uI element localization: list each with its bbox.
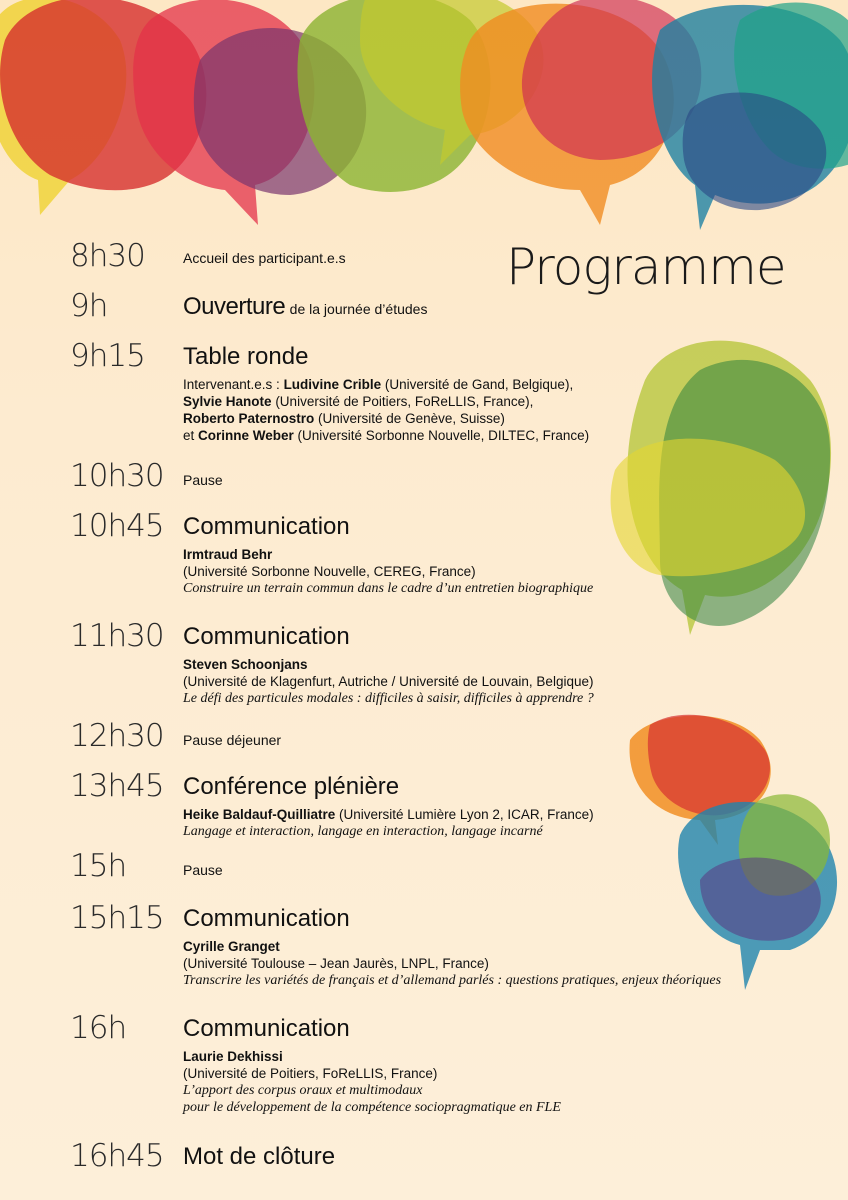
speaker-affiliation: (Université Sorbonne Nouvelle, CEREG, France) [183, 564, 476, 579]
talk-title: Construire un terrain commun dans le cadre d’un entretien biographique [183, 581, 594, 596]
slot-label: Accueil des participant.e.s [183, 250, 346, 266]
speaker-name: Heike Baldauf-Quilliatre [183, 807, 336, 822]
participant-affiliation: (Université de Genève, Suisse) [318, 411, 505, 426]
slot-content [183, 1142, 823, 1172]
speaker-affiliation: (Université de Poitiers, FoReLLIS, France) [183, 1066, 438, 1081]
participant-line [183, 427, 823, 444]
participant-line [183, 376, 823, 393]
slot-time: 15h [70, 848, 127, 884]
slot-content [183, 250, 823, 267]
intervenants-label: Intervenant.e.s : [183, 377, 284, 392]
participant-name: Ludivine Crible [283, 377, 382, 392]
slot-content [183, 724, 823, 750]
participant-prefix: et [183, 428, 199, 443]
page-title: Programme [506, 238, 786, 296]
speaker-affiliation: (Université Toulouse – Jean Jaurès, LNPL, France) [183, 956, 489, 971]
slot-title: Table ronde [183, 343, 309, 370]
slot-title: Ouverture [183, 293, 286, 320]
speaker-name: Cyrille Granget [183, 939, 280, 954]
speaker-affiliation: (Université de Klagenfurt, Autriche / Université de Louvain, Belgique) [183, 674, 594, 689]
slot-time: 15h15 [70, 900, 164, 936]
slot-time: 8h30 [70, 238, 145, 274]
talk-title: Langage et interaction, langage en interaction, langage incarné [183, 824, 543, 839]
slot-content [183, 622, 823, 707]
slot-title-suffix: de la journée d’études [289, 301, 428, 317]
talk-title-line1: L’apport des corpus oraux et multimodaux [183, 1083, 423, 1098]
speaker-name: Irmtraud Behr [183, 547, 273, 562]
speaker-affiliation: (Université Lumière Lyon 2, ICAR, France) [335, 807, 594, 822]
slot-label: Pause déjeuner [183, 732, 282, 748]
slot-content [183, 292, 823, 322]
participant-affiliation: (Université Sorbonne Nouvelle, DILTEC, France) [297, 428, 590, 443]
slot-content [183, 772, 823, 840]
slot-content [183, 342, 823, 444]
talk-title: Transcrire les variétés de français et d’allemand parlés : questions pratiques, enjeux théoriques [183, 973, 722, 988]
slot-time: 16h45 [70, 1138, 164, 1174]
slot-time: 11h30 [70, 618, 164, 654]
participant-line [183, 393, 823, 410]
slot-content [183, 904, 833, 989]
speaker-line [183, 806, 823, 823]
slot-time: 10h30 [70, 458, 164, 494]
participant-affiliation: (Université de Poitiers, FoReLLIS, France), [275, 394, 534, 409]
slot-time: 12h30 [70, 718, 164, 754]
slot-content [183, 854, 823, 880]
slot-time: 9h [70, 288, 108, 324]
speaker-name: Steven Schoonjans [183, 657, 308, 672]
slot-content [183, 1014, 823, 1116]
speaker-name: Laurie Dekhissi [183, 1049, 283, 1064]
slot-time: 9h15 [70, 338, 145, 374]
slot-title: Communication [183, 623, 350, 650]
participant-name: Roberto Paternostro [183, 411, 315, 426]
slot-title: Communication [183, 905, 350, 932]
participant-name: Sylvie Hanote [183, 394, 272, 409]
participant-affiliation: (Université de Gand, Belgique), [384, 377, 574, 392]
talk-title-line2: pour le développement de la compétence sociopragmatique en FLE [183, 1100, 561, 1115]
slot-title: Mot de clôture [183, 1143, 336, 1170]
slot-title: Communication [183, 1015, 350, 1042]
slot-label: Pause [183, 472, 223, 488]
slot-content [183, 512, 823, 597]
slot-title: Conférence plénière [183, 773, 400, 800]
participant-line [183, 410, 823, 427]
participant-name: Corinne Weber [198, 428, 294, 443]
slot-time: 10h45 [70, 508, 164, 544]
slot-time: 13h45 [70, 768, 164, 804]
top-bubble-cluster [0, 0, 848, 230]
talk-title: Le défi des particules modales : difficiles à saisir, difficiles à apprendre ? [183, 691, 594, 706]
slot-title: Communication [183, 513, 350, 540]
slot-content [183, 464, 823, 490]
slot-label: Pause [183, 862, 223, 878]
slot-time: 16h [70, 1010, 127, 1046]
